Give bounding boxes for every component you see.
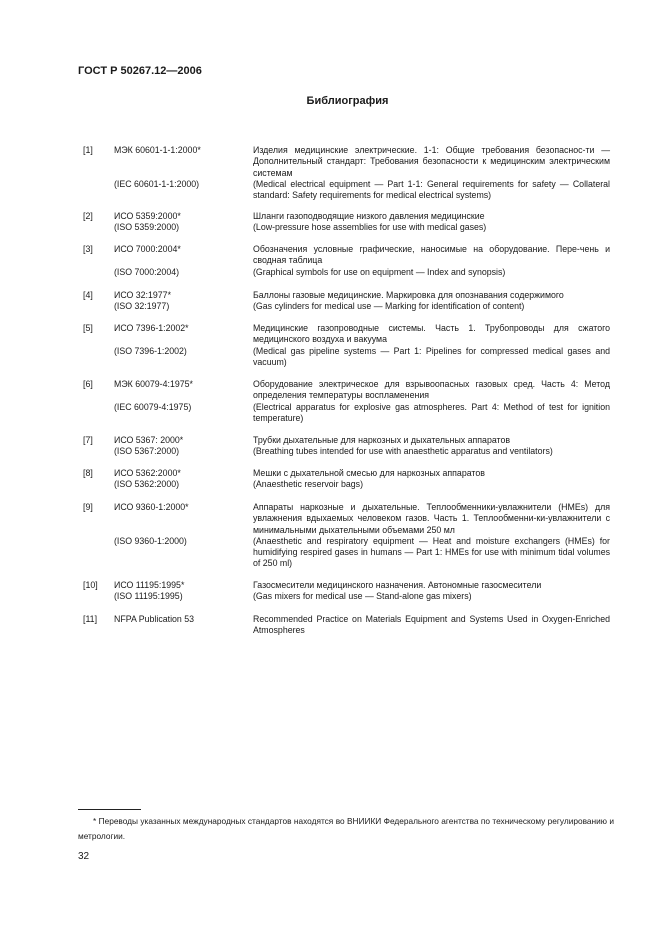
entry-number: [1]	[83, 145, 93, 155]
entry-title-en: (Breathing tubes intended for use with anaesthetic apparatus and ventilators)	[253, 446, 553, 457]
entry-code: NFPA Publication 53	[114, 614, 195, 624]
entry-title-ru: Медицинские газопроводные системы. Часть 1. Трубопроводы для сжатого медицинского воздуха и вакуума	[253, 323, 610, 345]
document-id: ГОСТ Р 50267.12—2006	[78, 65, 202, 77]
entry-number: [10]	[83, 580, 98, 590]
bibliography-entry	[78, 323, 610, 368]
bibliography-entry	[78, 145, 610, 201]
entry-title-ru: Оборудование электрическое для взрывоопасных газовых сред. Часть 4: Метод определения температуры воспламенения	[253, 379, 610, 401]
entry-title-ru: Мешки с дыхательной смесью для наркозных аппаратов	[253, 468, 485, 478]
entry-number: [9]	[83, 502, 93, 512]
entry-code-en: (IEC 60079-4:1975)	[114, 401, 192, 412]
entry-code-en: (ISO 11195:1995)	[114, 591, 183, 602]
entry-code-ru: МЭК 60079-4:1975*	[114, 379, 193, 389]
page-title: Библиография	[306, 95, 389, 107]
entry-title-en: (Medical electrical equipment — Part 1-1: General requirements for safety — Collateral standard: Safety requirements for medical electrical systems)	[253, 178, 610, 201]
entry-code-en: (ISO 7000:2004)	[114, 266, 180, 277]
entry-title-ru: Шланги газоподводящие низкого давления медицинские	[253, 211, 485, 221]
bibliography-entry	[78, 211, 610, 234]
entry-code-en: (ISO 7396-1:2002)	[114, 345, 187, 356]
entry-title-ru: Изделия медицинские электрические. 1-1: Общие требования безопаснос-ти — Дополнительный стандарт: Требования безопасности к медицинским электрическим системам	[253, 145, 610, 178]
entry-title-ru: Трубки дыхательные для наркозных и дыхательных аппаратов	[253, 435, 511, 445]
entry-code-ru: ИСО 5359:2000*	[114, 211, 181, 221]
entry-title-en: (Graphical symbols for use on equipment — Index and synopsis)	[253, 266, 506, 277]
entry-code-en: (ISO 5359:2000)	[114, 222, 180, 233]
entry-code-en: (ISO 9360-1:2000)	[114, 535, 187, 546]
entry-title-ru: Аппараты наркозные и дыхательные. Теплообменники-увлажнители (HMEs) для увлажнения вдыхаемых человеком газов. Часть 1. Теплообменни-ки-увлажнители с минимальными дыхательными объемами 250 мл	[253, 502, 610, 535]
entry-title-en: (Gas mixers for medical use — Stand-alone gas mixers)	[253, 591, 472, 602]
bibliography-entry	[78, 435, 610, 458]
entry-title-en: (Medical gas pipeline systems — Part 1: Pipelines for compressed medical gases and vacuum)	[253, 345, 610, 367]
entry-number: [5]	[83, 323, 93, 333]
entry-number: [4]	[83, 290, 93, 300]
entry-code-ru: ИСО 5362:2000*	[114, 468, 181, 478]
bibliography-entry	[78, 290, 610, 313]
entry-code-ru: ИСО 5367: 2000*	[114, 435, 184, 445]
entry-code-ru: МЭК 60601-1-1:2000*	[114, 145, 201, 155]
bibliography-entry	[78, 379, 610, 424]
entry-code-ru: ИСО 7000:2004*	[114, 244, 181, 254]
footnote: * Переводы указанных международных стандартов находятся во ВНИИКИ Федерального агентства по техническому регулированию и метрологии.	[78, 816, 614, 841]
entry-title-en: (Anaesthetic and respiratory equipment — Heat and moisture exchangers (HMEs) for humidifying respired gases in humans — Part 1: HMEs for use with minimum tidal volumes of 250 ml)	[253, 535, 610, 569]
entry-code-ru: ИСО 7396-1:2002*	[114, 323, 189, 333]
entry-title-en: (Anaesthetic reservoir bags)	[253, 479, 364, 490]
bibliography-entry	[78, 614, 610, 637]
bibliography-entry	[78, 580, 610, 603]
entry-title-en: (Low-pressure hose assemblies for use with medical gases)	[253, 222, 487, 233]
entry-number: [3]	[83, 244, 93, 254]
entry-code-ru: ИСО 9360-1:2000*	[114, 502, 189, 512]
entry-title-ru: Баллоны газовые медицинские. Маркировка для опознавания содержимого	[253, 290, 564, 300]
entry-number: [7]	[83, 435, 93, 445]
entry-code-en: (ISO 5367:2000)	[114, 446, 180, 457]
entry-number: [6]	[83, 379, 93, 389]
entry-title-ru: Газосмесители медицинского назначения. Автономные газосмесители	[253, 580, 542, 590]
entry-code-en: (ISO 5362:2000)	[114, 479, 180, 490]
entry-code-ru: ИСО 32:1977*	[114, 290, 171, 300]
entry-title-ru: Обозначения условные графические, наносимые на оборудование. Пере-чень и сводная таблица	[253, 244, 610, 266]
entry-code-en: (ISO 32:1977)	[114, 301, 170, 312]
entry-code-ru: ИСО 11195:1995*	[114, 580, 185, 590]
bibliography-entry	[78, 502, 610, 570]
page-number: 32	[78, 851, 90, 862]
entry-code-en: (IEC 60601-1-1:2000)	[114, 178, 200, 189]
entry-title: Recommended Practice on Materials Equipment and Systems Used in Oxygen-Enriched Atmospheres	[253, 614, 610, 636]
entry-number: [8]	[83, 468, 93, 478]
entry-number: [2]	[83, 211, 93, 221]
entry-title-en: (Gas cylinders for medical use — Marking for identification of content)	[253, 301, 525, 312]
bibliography-entry	[78, 468, 610, 491]
footnote-divider	[78, 809, 141, 810]
bibliography-entry	[78, 244, 610, 278]
entry-number: [11]	[83, 614, 98, 624]
entry-title-en: (Electrical apparatus for explosive gas atmospheres. Part 4: Method of test for ignition temperature)	[253, 401, 610, 423]
